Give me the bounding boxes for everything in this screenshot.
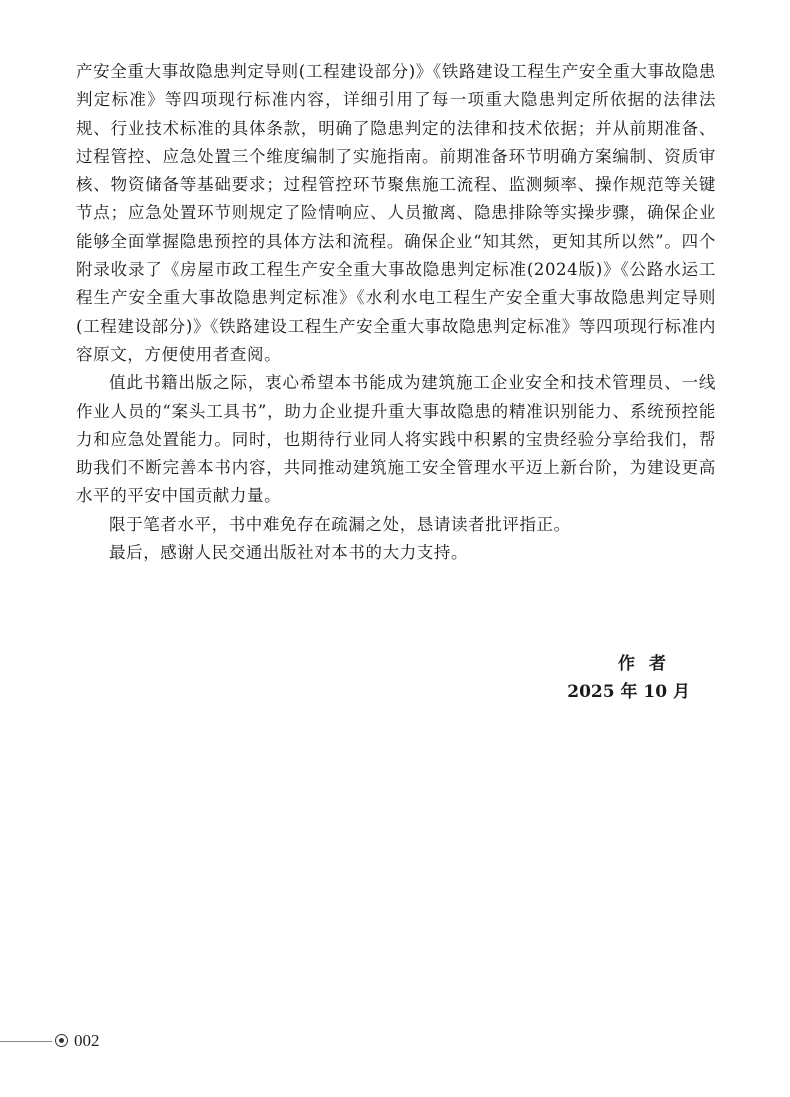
paragraph-4: 最后，感谢人民交通出版社对本书的大力支持。: [109, 543, 469, 563]
page-number: 002: [74, 1031, 100, 1050]
signature-date: 2025 年 10 月: [567, 682, 690, 702]
page-body: [76, 58, 716, 567]
circle-dot-icon: [55, 1034, 68, 1047]
paragraph-2: 值此书籍出版之际，衷心希望本书能成为建筑施工企业安全和技术管理员、一线作业人员的“案头工具书”，助力企业提升重大事故隐患的精准识别能力、系统预控能力和应急处置能力。同时，也期待行业同人将实践中积累的宝贵经验分享给我们，帮助我们不断完善本书内容，共同推动建筑施工安全管理水平迈上新台阶，为建设更高水平的平安中国贡献力量。: [76, 373, 716, 506]
footer-rule: [0, 1041, 52, 1042]
page-footer: [0, 1030, 200, 1054]
signature-author: 作者: [618, 654, 680, 674]
signature-block: [567, 650, 690, 706]
paragraph-3: 限于笔者水平，书中难免存在疏漏之处，恳请读者批评指正。: [109, 514, 571, 534]
paragraph-1: 产安全重大事故隐患判定导则(工程建设部分)》《铁路建设工程生产安全重大事故隐患判定标准》等四项现行标准内容，详细引用了每一项重大隐患判定所依据的法律法规、行业技术标准的具体条款，明确了隐患判定的法律和技术依据；并从前期准备、过程管控、应急处置三个维度编制了实施指南。前期准备环节明确方案编制、资质审核、物资储备等基础要求；过程管控环节聚焦施工流程、监测频率、操作规范等关键节点；应急处置环节则规定了险情响应、人员撤离、隐患排除等实操步骤，确保企业能够全面掌握隐患预控的具体方法和流程。确保企业“知其然，更知其所以然”。四个附录收录了《房屋市政工程生产安全重大事故隐患判定标准(2024版)》《公路水运工程生产安全重大事故隐患判定标准》《水利水电工程生产安全重大事故隐患判定导则(工程建设部分)》《铁路建设工程生产安全重大事故隐患判定标准》等四项现行标准内容原文，方便使用者查阅。: [76, 62, 716, 364]
